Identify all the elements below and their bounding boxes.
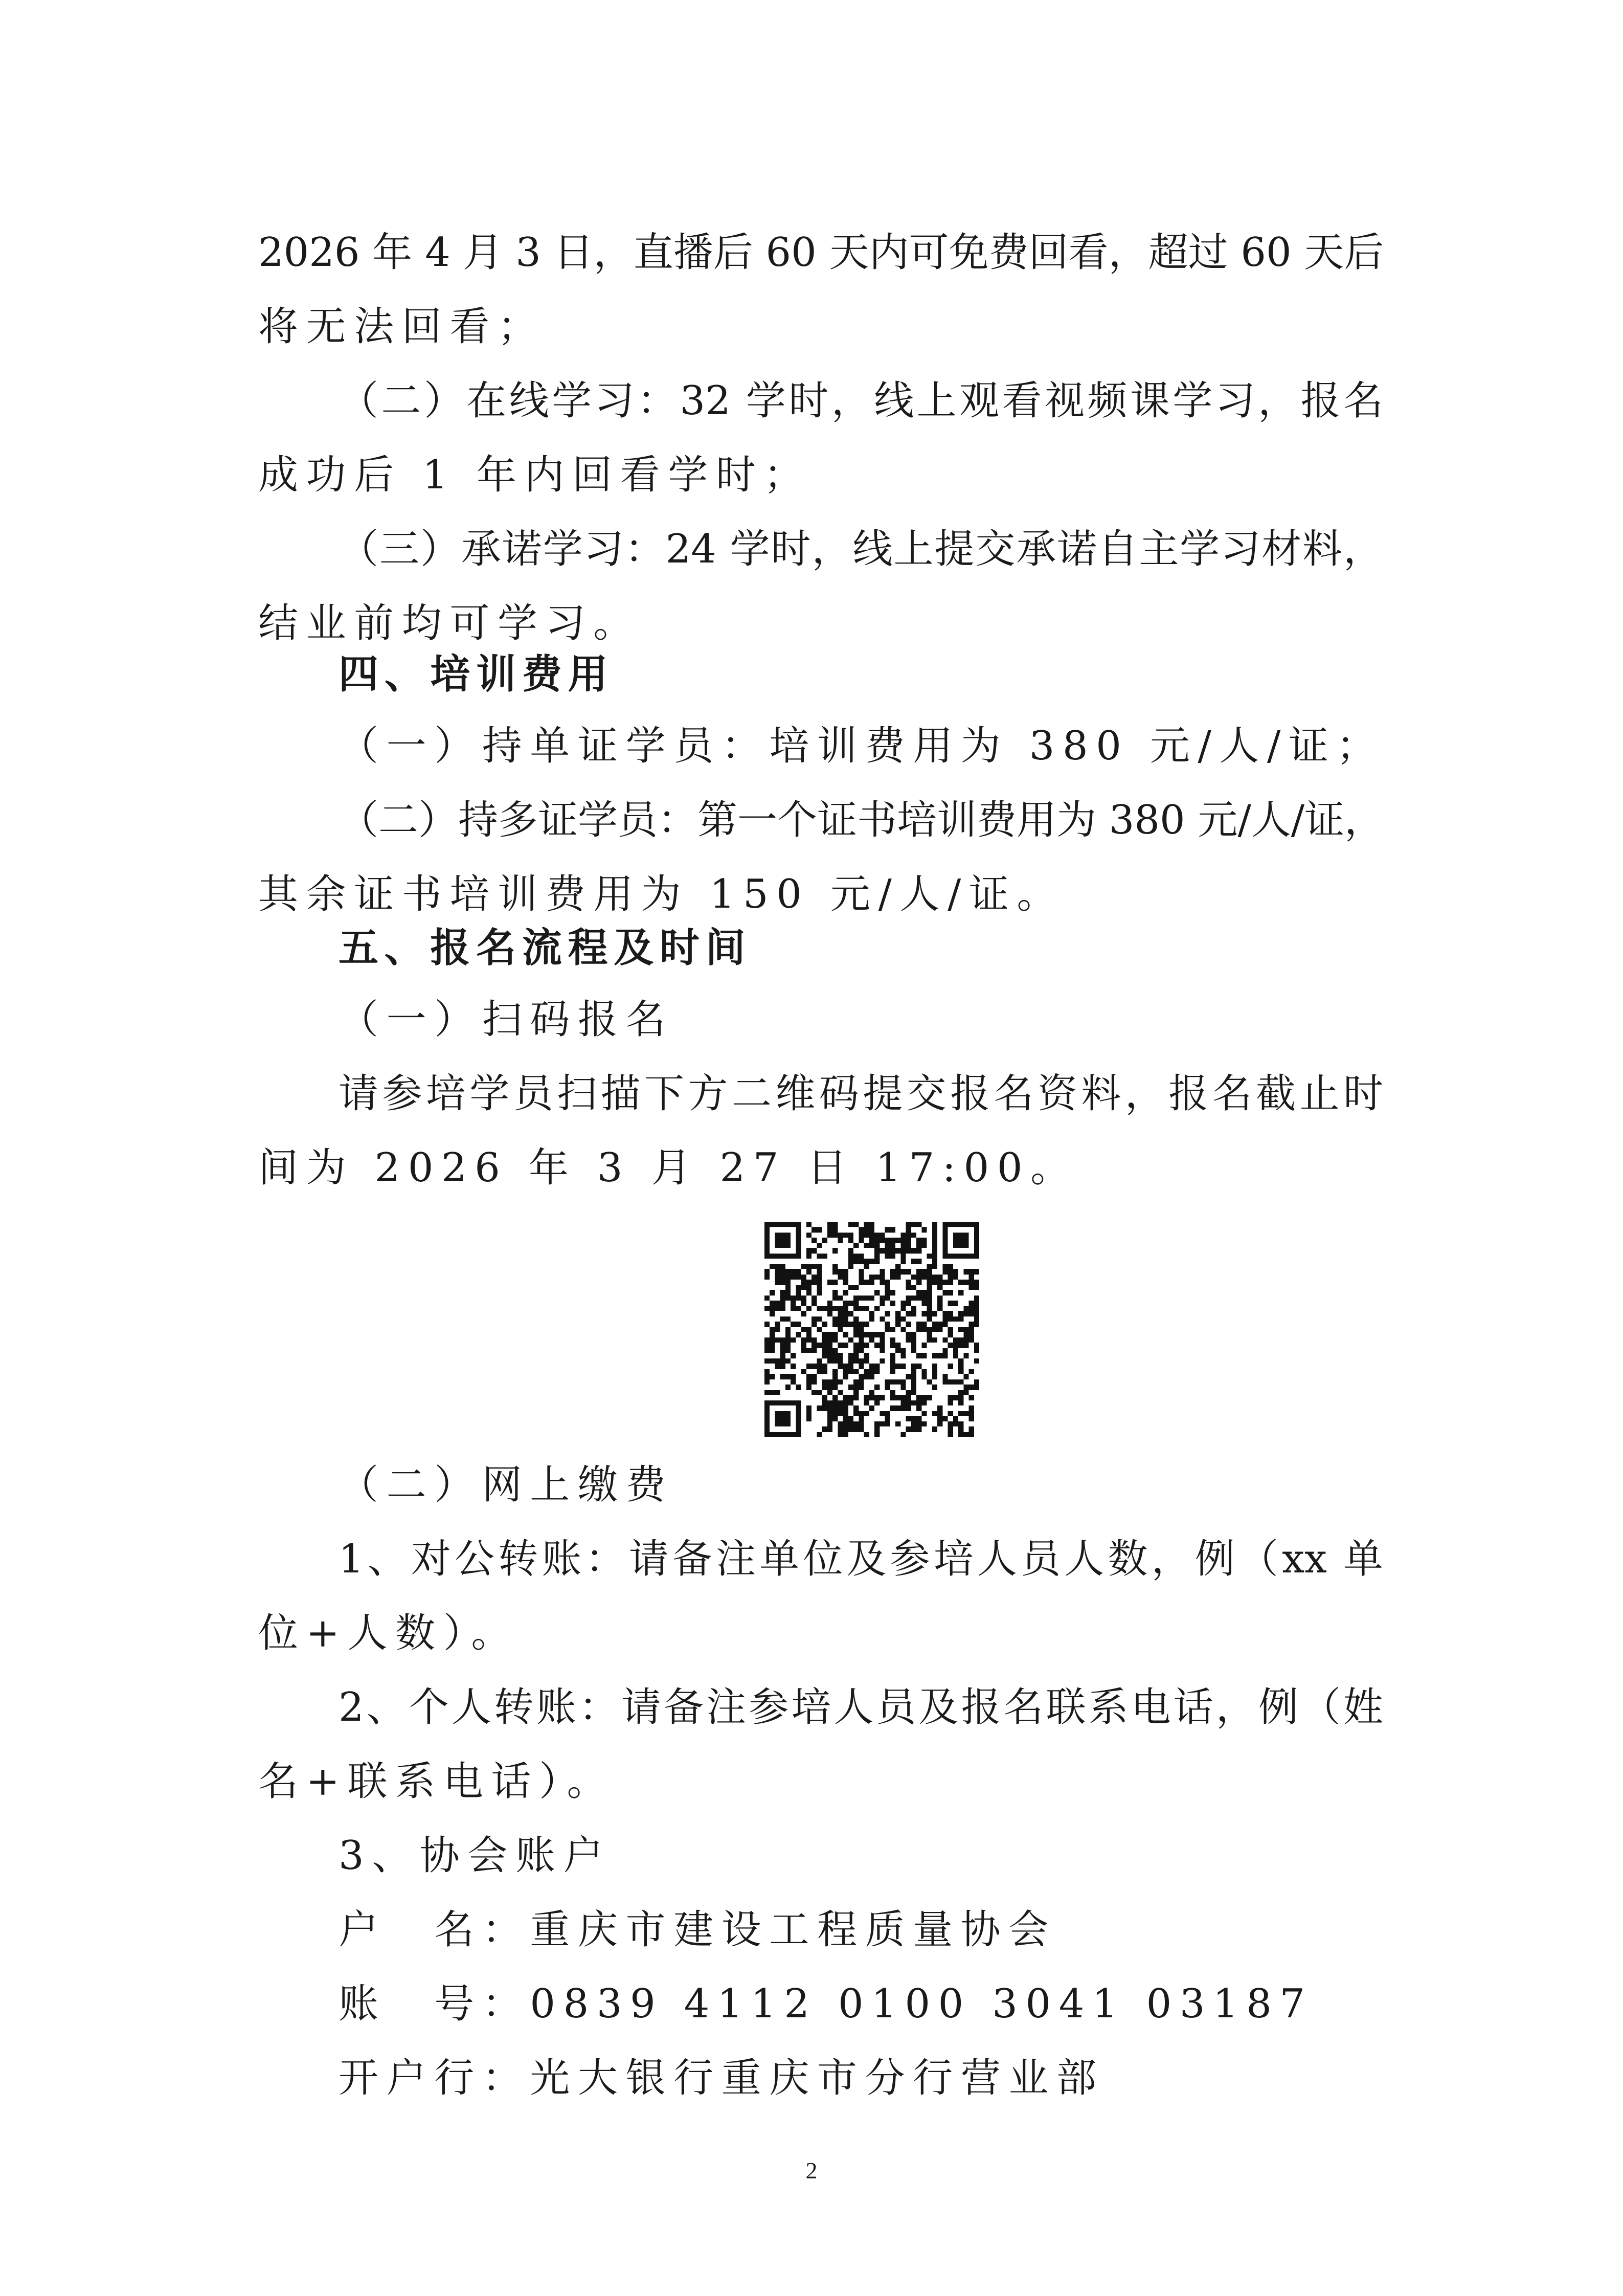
paragraph-online-study-line2: 成功后 1 年内回看学时； bbox=[258, 452, 812, 498]
paragraph-scan-instruction-line1: 请参培学员扫描下方二维码提交报名资料，报名截止时 bbox=[339, 1071, 1383, 1117]
account-number: 账 号：0839 4112 0100 3041 03187 bbox=[339, 1981, 1313, 2027]
paragraph-live-replay-line1: 2026 年 4 月 3 日，直播后 60 天内可免费回看，超过 60 天后 bbox=[258, 230, 1384, 276]
account-bank: 开户行：光大银行重庆市分行营业部 bbox=[339, 2055, 1104, 2101]
subheading-association-account: 3、协会账户 bbox=[339, 1833, 612, 1879]
paragraph-commitment-study-line2: 结业前均可学习。 bbox=[258, 600, 641, 646]
paragraph-personal-transfer-line1: 2、个人转账：请备注参培人员及报名联系电话，例（姓 bbox=[339, 1684, 1383, 1730]
subheading-online-payment: （二）网上缴费 bbox=[339, 1462, 674, 1508]
paragraph-personal-transfer-line2: 名+联系电话）。 bbox=[258, 1759, 615, 1805]
paragraph-single-cert-fee: （一）持单证学员：培训费用为 380 元/人/证； bbox=[339, 723, 1385, 769]
paragraph-corporate-transfer-line1: 1、对公转账：请备注单位及参培人员人数，例（xx 单 bbox=[339, 1536, 1383, 1582]
account-name: 户 名：重庆市建设工程质量协会 bbox=[339, 1907, 1057, 1953]
paragraph-online-study-line1: （二）在线学习：32 学时，线上观看视频课学习，报名 bbox=[339, 378, 1383, 424]
paragraph-multi-cert-fee-line2: 其余证书培训费用为 150 元/人/证。 bbox=[258, 871, 1065, 917]
page-number: 2 bbox=[805, 2157, 818, 2184]
section-heading-registration: 五、报名流程及时间 bbox=[339, 925, 752, 971]
paragraph-corporate-transfer-line2: 位+人数）。 bbox=[258, 1610, 519, 1656]
paragraph-multi-cert-fee-line1: （二）持多证学员：第一个证书培训费用为 380 元/人/证， bbox=[339, 797, 1385, 843]
section-heading-training-fee: 四、培训费用 bbox=[339, 651, 614, 697]
paragraph-commitment-study-line1: （三）承诺学习：24 学时，线上提交承诺自主学习材料， bbox=[339, 526, 1383, 572]
qr-code-icon bbox=[764, 1222, 979, 1437]
paragraph-live-replay-line2: 将无法回看； bbox=[258, 304, 546, 350]
subheading-scan-register: （一）扫码报名 bbox=[339, 997, 674, 1043]
paragraph-scan-instruction-line2: 间为 2026 年 3 月 27 日 17:00。 bbox=[258, 1145, 1078, 1191]
